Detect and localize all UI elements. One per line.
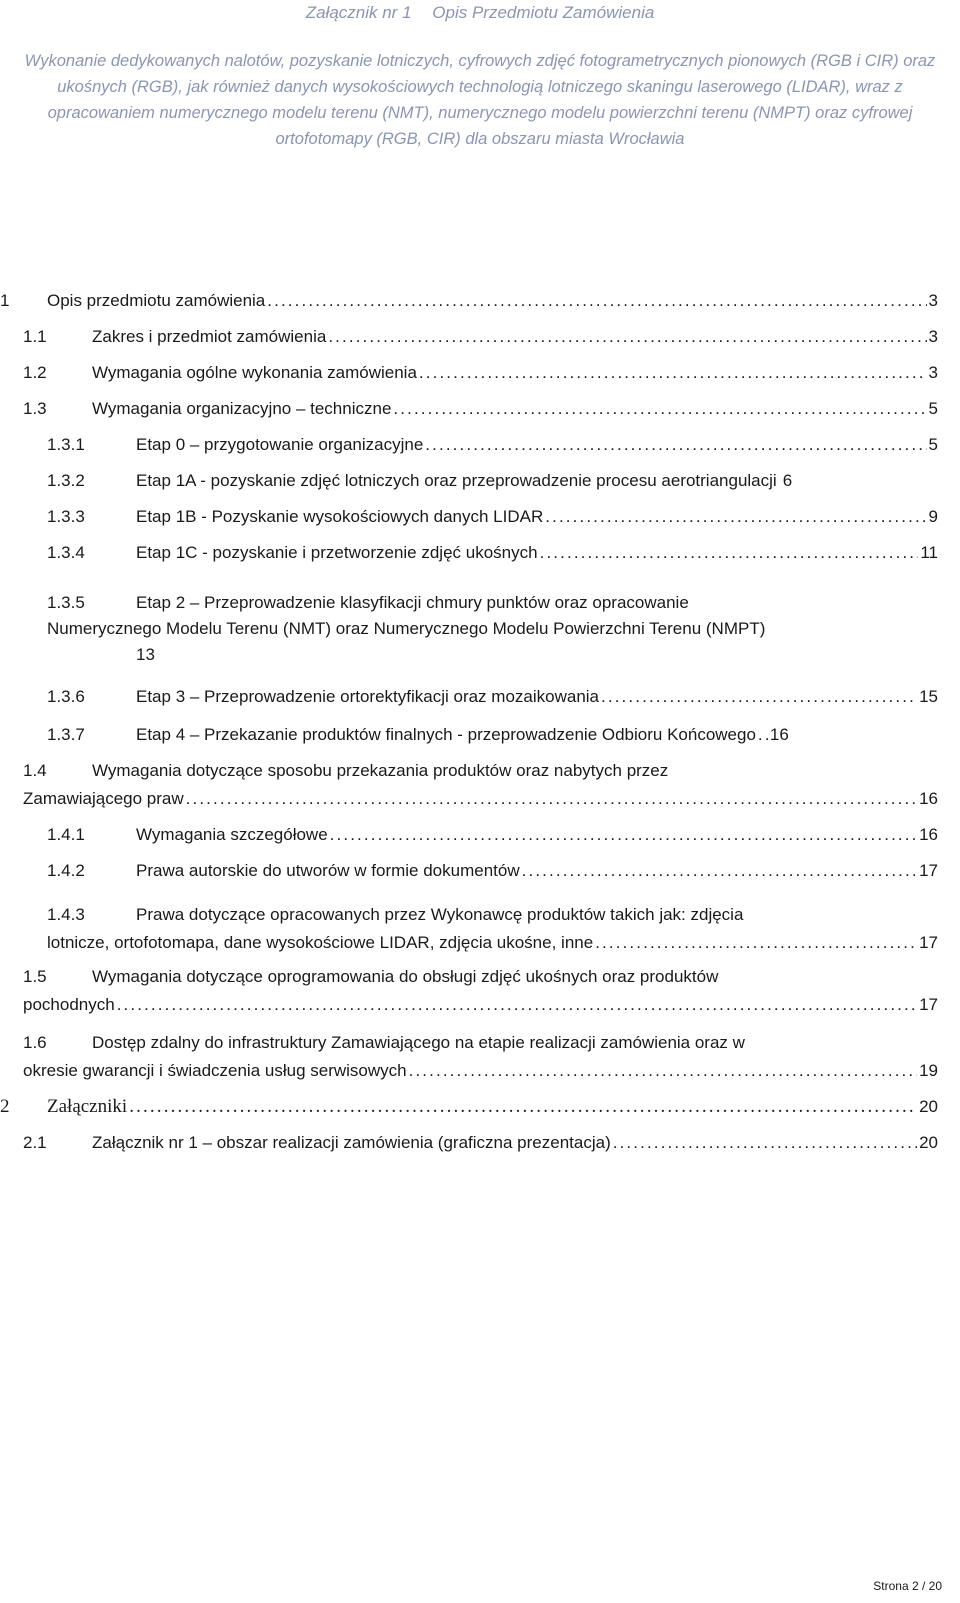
toc-entry[interactable] (0, 592, 960, 672)
toc-entry-title: Opis przedmiotu zamówienia (47, 291, 266, 310)
toc-entry-page: 5 (928, 399, 938, 418)
toc-entry-number: 1.3.6 (47, 687, 85, 706)
toc-entry-title: Etap 3 – Przeprowadzenie ortorektyfikacji oraz mozaikowania (136, 687, 600, 706)
toc-entry-number: 1.1 (23, 327, 47, 346)
toc-entry[interactable] (0, 760, 960, 814)
toc-leader-dots (267, 290, 926, 312)
toc-entry-title: Etap 2 – Przeprowadzenie klasyfikacji chmury punktów oraz opracowanie (136, 593, 689, 612)
toc-entry-page: 20 (919, 1133, 938, 1152)
toc-entry-title-continuation: okresie gwarancji i świadczenia usług serwisowych (23, 1061, 407, 1080)
toc-entry-page: 5 (928, 435, 938, 454)
toc-leader-dots (186, 788, 917, 810)
toc-entry-title: Wymagania ogólne wykonania zamówienia (92, 363, 417, 382)
toc-entry-number: 1.3.1 (47, 435, 85, 454)
toc-entry-title: Etap 0 – przygotowanie organizacyjne (136, 435, 424, 454)
toc-entry-title: Załączniki (47, 1096, 128, 1117)
toc-entry-page: 15 (919, 687, 938, 706)
toc-entry-number: 2.1 (23, 1133, 47, 1152)
toc-entry-page: 16 (919, 789, 938, 808)
page-number: Strona 2 / 20 (873, 1579, 942, 1593)
toc-entry-page: 17 (919, 995, 938, 1014)
header-description: Wykonanie dedykowanych nalotów, pozyskanie lotniczych, cyfrowych zdjęć fotogrametrycznych pionowych (RGB i CIR) oraz ukośnych (RGB), jak również danych wysokościowych technologią lotniczego skaningu laserowego (LIDAR), wraz z opracowaniem numerycznego modelu terenu (NMT), numerycznego modelu powierzchni terenu (NMPT) oraz cyfrowej ortofotomapy (RGB, CIR) dla obszaru miasta Wrocławia (24, 52, 936, 148)
toc-entry-number: 1.3.3 (47, 507, 85, 526)
toc-entry-number: 1.5 (23, 967, 47, 986)
toc-leader-dots (613, 1132, 917, 1154)
header-title-attachment: Załącznik nr 1 (305, 3, 412, 22)
toc-entry-number: 1.2 (23, 363, 47, 382)
toc-entry-title: Dostęp zdalny do infrastruktury Zamawiającego na etapie realizacji zamówienia oraz w (92, 1033, 745, 1052)
document-header (0, 0, 960, 152)
toc-entry-title: Wymagania dotyczące sposobu przekazania produktów oraz nabytych przez (92, 761, 669, 780)
toc-entry-page: 16 (769, 725, 789, 744)
toc-entry-number: 1.3.5 (47, 593, 85, 612)
toc-leader-dots (545, 506, 926, 528)
toc-entry-number: 1.4.3 (47, 905, 85, 924)
toc-entry-number: 1.4.1 (47, 825, 85, 844)
toc-entry-title: Zakres i przedmiot zamówienia (92, 327, 327, 346)
toc-entry-title-continuation: Numerycznego Modelu Terenu (NMT) oraz Numerycznego Modelu Powierzchni Terenu (NMPT) (47, 619, 766, 638)
toc-entry-title: Prawa dotyczące opracowanych przez Wykonawcę produktów takich jak: zdjęcia (136, 905, 744, 924)
toc-entry-page: 13 (136, 645, 155, 664)
toc-leader-dots (595, 932, 917, 954)
toc-entry-number: 1.3 (23, 399, 47, 418)
toc-entry-number: 1.3.4 (47, 543, 85, 562)
toc-entry-page: 17 (919, 933, 938, 952)
toc-entry-number: 1.3.2 (47, 471, 85, 490)
toc-leader-dots (419, 362, 927, 384)
toc-entry-title: Etap 4 – Przekazanie produktów finalnych - przeprowadzenie Odbioru Końcowego (136, 725, 756, 744)
toc-leader-dots (393, 398, 926, 420)
toc-entry-page: 3 (928, 291, 938, 310)
toc-entry-title-continuation: pochodnych (23, 995, 115, 1014)
header-title (0, 2, 960, 24)
toc-entry-title-continuation: Zamawiającego praw (23, 789, 184, 808)
toc-entry-title: Wymagania dotyczące oprogramowania do obsługi zdjęć ukośnych oraz produktów (92, 967, 719, 986)
toc-entry-title: Etap 1B - Pozyskanie wysokościowych danych LIDAR (136, 507, 544, 526)
toc-entry[interactable] (0, 1032, 960, 1086)
toc-entry-number: 2 (0, 1096, 10, 1117)
toc-leader-dots (601, 686, 917, 708)
toc-entry-page: 3 (928, 363, 938, 382)
toc-entry-title: Załącznik nr 1 – obszar realizacji zamówienia (graficzna prezentacja) (92, 1133, 611, 1152)
toc-entry-title: Etap 1A - pozyskanie zdjęć lotniczych oraz przeprowadzenie procesu aerotriangulacji (136, 471, 777, 490)
toc-entry-page: 20 (919, 1097, 938, 1116)
toc-leader-dots (328, 326, 926, 348)
header-title-document: Opis Przedmiotu Zamówienia (432, 3, 655, 22)
toc-entry-number: 1.4 (23, 761, 47, 780)
toc-entry-page: 19 (919, 1061, 938, 1080)
toc-leader-dots (409, 1060, 917, 1082)
toc-leader-dots (758, 724, 768, 746)
toc-leader-dots (425, 434, 926, 456)
toc-entry-title: Wymagania organizacyjno – techniczne (92, 399, 392, 418)
toc-entry-page: 17 (919, 861, 938, 880)
toc-leader-dots (330, 824, 917, 846)
toc-leader-dots (117, 994, 917, 1016)
toc-entry-title-continuation: lotnicze, ortofotomapa, dane wysokościowe LIDAR, zdjęcia ukośne, inne (47, 933, 594, 952)
toc-entry-number: 1.3.7 (47, 725, 85, 744)
toc-leader-dots (522, 860, 917, 882)
toc-leader-dots (540, 542, 919, 564)
toc-entry-number: 1.4.2 (47, 861, 85, 880)
toc-entry-number: 1 (0, 291, 10, 310)
toc-leader-dots (129, 1096, 917, 1118)
toc-entry-number: 1.6 (23, 1033, 47, 1052)
toc-entry-page: 16 (919, 825, 938, 844)
toc-entry-title: Wymagania szczegółowe (136, 825, 328, 844)
toc-entry-page: 3 (928, 327, 938, 346)
toc-entry[interactable] (0, 966, 960, 1020)
toc-entry-title: Etap 1C - pozyskanie i przetworzenie zdjęć ukośnych (136, 543, 538, 562)
toc-entry-page: 11 (920, 543, 938, 562)
toc-entry-page: 6 (782, 471, 793, 490)
toc-entry-page: 9 (928, 507, 938, 526)
toc-entry[interactable] (0, 904, 960, 958)
toc-entry-title: Prawa autorskie do utworów w formie dokumentów (136, 861, 520, 880)
